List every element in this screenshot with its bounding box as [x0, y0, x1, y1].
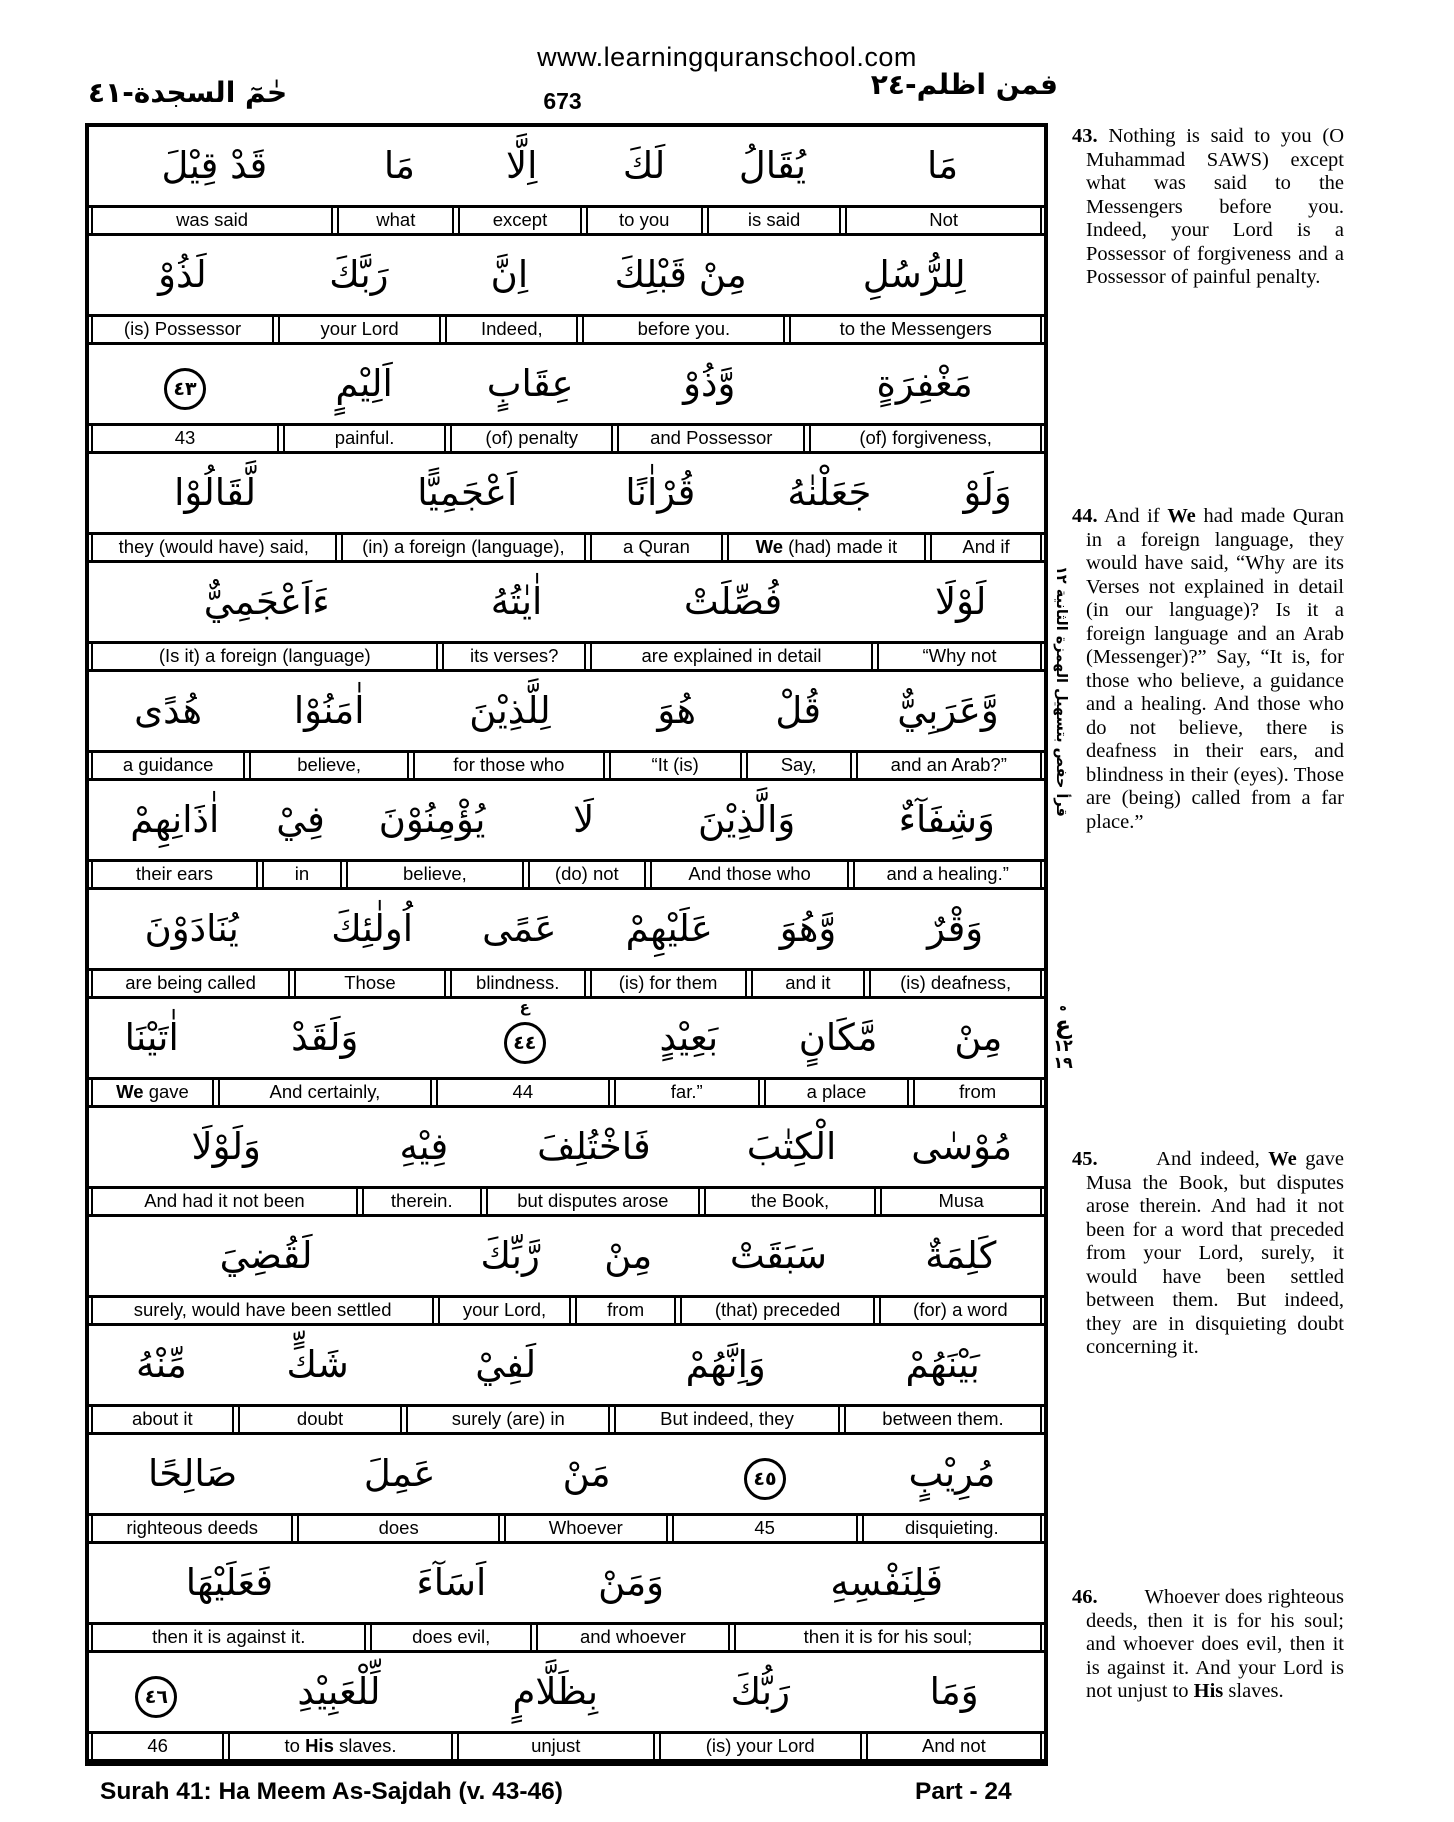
arabic-word: مِنْ — [604, 1234, 653, 1277]
arabic-word: لِلَّذِيْنَ — [469, 689, 551, 732]
verse-translation-46: 46. Whoever does righteous deeds, then it is for his soul; and whoever does evil, then it is against it. And your Lord is not unjust to His slaves. — [1072, 1586, 1344, 1702]
arabic-word: وَّذُوْ — [683, 362, 736, 405]
surah-header-arabic: حٰمٓ السجدة-٤١ — [88, 76, 288, 109]
arabic-word: سَبَقَتْ — [729, 1234, 828, 1277]
sidebar-translations — [1072, 0, 1344, 1822]
translation-cell — [764, 1080, 910, 1105]
translation-cell — [297, 1516, 499, 1541]
arabic-word: قُلْ — [775, 689, 822, 732]
verse-number: ٤٦ — [135, 1676, 177, 1718]
translation-text: are explained in detail — [641, 645, 822, 667]
arabic-word: وَّعَرَبِيٌّ — [897, 689, 999, 732]
translation-text: a guidance — [122, 754, 214, 776]
arabic-word: عِقَابٍ — [486, 362, 574, 405]
translation-cell — [862, 1516, 1042, 1541]
translation-text: (is) deafness, — [900, 972, 1012, 994]
translation-text: in — [294, 863, 310, 885]
verse-translation-43: 43. Nothing is said to you (O Muhammad SAWS) except what was said to the Messengers before you. Indeed, your Lord is a Possessor of forgiveness and a Possessor of painful penalty. — [1072, 125, 1344, 288]
grid-row-arabic — [89, 890, 1044, 968]
translation-cell — [614, 1407, 840, 1432]
arabic-word: مِّنْهُ — [135, 1343, 187, 1386]
grid-row-translation — [89, 314, 1044, 345]
translation-text: does — [378, 1517, 419, 1539]
arabic-word: وَالَّذِيْنَ — [697, 798, 796, 841]
ruku-ain-mark: ع — [519, 998, 530, 1016]
translation-text: 44 — [512, 1081, 534, 1103]
translation-cell — [91, 317, 274, 342]
juz-header-arabic: فمن اظلم-٢٤ — [870, 68, 1058, 101]
arabic-word: فِيْ — [276, 798, 325, 841]
arabic-word: لَّقَالُوْا — [174, 471, 257, 514]
arabic-word: هُدًى — [134, 689, 203, 732]
translation-cell — [436, 1080, 610, 1105]
translation-text: to His slaves. — [284, 1735, 397, 1757]
verse-number-circle — [670, 1435, 860, 1513]
translation-text: for those who — [453, 754, 565, 776]
translation-cell — [751, 971, 866, 996]
translation-text: (of) penalty — [485, 427, 578, 449]
translation-cell — [582, 317, 785, 342]
arabic-word: اٰتَيْنَا — [124, 1016, 179, 1059]
translation-cell — [91, 971, 290, 996]
translation-text: (is) your Lord — [705, 1735, 815, 1757]
translation-cell — [450, 971, 586, 996]
arabic-word: اَعْجَمِيًّا — [417, 471, 518, 514]
grid-row-arabic — [89, 563, 1044, 641]
translation-cell — [809, 426, 1042, 451]
arabic-word: لَا — [573, 798, 595, 841]
arabic-word: مِنْ قَبْلِكَ — [614, 253, 747, 296]
translation-cell — [869, 971, 1042, 996]
arabic-word: لَفِيْ — [475, 1343, 537, 1386]
translation-text: the Book, — [751, 1190, 830, 1212]
translation-cell — [575, 1298, 677, 1323]
translation-text: But indeed, they — [660, 1408, 794, 1430]
verse-number: ٤٣ — [164, 368, 206, 410]
translation-cell — [91, 426, 279, 451]
grid-row-arabic — [89, 454, 1044, 532]
translation-text: and a healing.” — [886, 863, 1009, 885]
translation-cell — [294, 971, 446, 996]
translation-cell — [650, 862, 850, 887]
arabic-word: فَعَلَيْهَا — [185, 1561, 274, 1604]
translation-text: Those — [344, 972, 396, 994]
translation-text: (is) for them — [618, 972, 718, 994]
translation-cell — [913, 1080, 1042, 1105]
translation-text: they (would have) said, — [118, 536, 309, 558]
arabic-word: لَوْلَا — [934, 580, 987, 623]
translation-grid — [85, 123, 1048, 1766]
translation-text: Indeed, — [480, 318, 543, 340]
translation-text: to the Messengers — [839, 318, 992, 340]
verse-number-circle — [435, 999, 614, 1077]
translation-cell — [734, 1625, 1042, 1650]
translation-text: before you. — [637, 318, 731, 340]
arabic-word: مَنْ — [562, 1452, 611, 1495]
translation-text: doubt — [296, 1408, 344, 1430]
arabic-word: فَاخْتُلِفَ — [537, 1125, 651, 1168]
translation-cell — [486, 1189, 700, 1214]
arabic-word: اِلَّا — [506, 144, 538, 187]
translation-text: is said — [747, 209, 801, 231]
translation-cell — [91, 1734, 224, 1759]
translation-cell — [91, 1298, 434, 1323]
translation-text: your Lord, — [462, 1299, 547, 1321]
grid-row-arabic — [89, 672, 1044, 750]
translation-cell — [659, 1734, 862, 1759]
translation-text: 45 — [754, 1517, 775, 1539]
translation-text: believe, — [403, 863, 467, 885]
arabic-word: مَا — [383, 144, 415, 187]
arabic-word: وَشِفَآءٌ — [898, 798, 995, 841]
translation-cell — [228, 1734, 453, 1759]
grid-row-translation — [89, 968, 1044, 999]
translation-text: your Lord — [320, 318, 399, 340]
translation-text: far.” — [670, 1081, 703, 1103]
translation-text: (in) a foreign (language), — [362, 536, 565, 558]
translation-cell — [930, 535, 1042, 560]
arabic-word: عَلَيْهِمْ — [625, 907, 713, 950]
translation-text: except — [492, 209, 548, 231]
translation-cell — [238, 1407, 403, 1432]
translation-cell — [457, 1734, 655, 1759]
grid-row-translation — [89, 750, 1044, 781]
translation-text: believe, — [297, 754, 361, 776]
translation-cell — [614, 1080, 760, 1105]
arabic-word: اٰيٰتُهُ — [490, 580, 543, 623]
translation-text: from — [607, 1299, 645, 1321]
translation-text: Not — [929, 209, 959, 231]
translation-cell — [458, 208, 581, 233]
translation-text: blindness. — [476, 972, 560, 994]
arabic-word: مِنْ — [954, 1016, 1003, 1059]
arabic-word: بِظَلَّامٍ — [512, 1670, 599, 1713]
translation-text: from — [959, 1081, 997, 1103]
translation-cell — [442, 644, 586, 669]
footer-surah-title: Surah 41: Ha Meem As-Sajdah (v. 43-46) — [100, 1778, 563, 1805]
arabic-word: قَدْ قِيْلَ — [161, 144, 268, 187]
translation-text: And had it not been — [144, 1190, 305, 1212]
grid-row-translation — [89, 1295, 1044, 1326]
arabic-word: وَلَوْ — [963, 471, 1012, 514]
translation-cell — [672, 1516, 858, 1541]
grid-row-translation — [89, 532, 1044, 563]
translation-text: what — [376, 209, 416, 231]
translation-text: “It (is) — [651, 754, 699, 776]
translation-cell — [853, 862, 1042, 887]
translation-text: Musa — [938, 1190, 984, 1212]
translation-cell — [91, 1407, 234, 1432]
arabic-word: مُوْسٰى — [911, 1125, 1013, 1168]
translation-text: righteous deeds — [126, 1517, 259, 1539]
translation-text: therein. — [390, 1190, 453, 1212]
translation-text: And certainly, — [269, 1081, 381, 1103]
translation-text: 43 — [174, 427, 196, 449]
translation-cell — [704, 1189, 876, 1214]
translation-text: (is) Possessor — [123, 318, 242, 340]
translation-text: then it is against it. — [152, 1626, 306, 1648]
translation-cell — [844, 1407, 1042, 1432]
grid-row-translation — [89, 1077, 1044, 1108]
arabic-word: بَعِيْدٍ — [659, 1016, 719, 1059]
translation-text: and Possessor — [650, 427, 773, 449]
translation-cell — [91, 1080, 214, 1105]
translation-text: We gave — [116, 1081, 189, 1103]
translation-cell — [218, 1080, 432, 1105]
translation-cell — [262, 862, 342, 887]
translation-text: surely (are) in — [451, 1408, 565, 1430]
arabic-word: فَلِنَفْسِهِ — [830, 1561, 944, 1604]
translation-text: (of) forgiveness, — [859, 427, 992, 449]
grid-row-arabic — [89, 781, 1044, 859]
translation-cell — [91, 862, 258, 887]
grid-row-arabic — [89, 127, 1044, 205]
translation-text: to you — [619, 209, 670, 231]
translation-text: Say, — [780, 754, 817, 776]
grid-row-translation — [89, 1731, 1044, 1762]
arabic-word: قُرْاٰنًا — [625, 471, 696, 514]
arabic-word: اٰذَانِهِمْ — [130, 798, 220, 841]
arabic-word: رَبَّكَ — [329, 253, 389, 296]
translation-text: (Is it) a foreign (language) — [158, 645, 371, 667]
translation-cell — [746, 753, 852, 778]
footer-part-number: Part - 24 — [915, 1778, 1012, 1805]
grid-row-arabic — [89, 1108, 1044, 1186]
arabic-word: رَّبِّكَ — [480, 1234, 540, 1277]
page-number: 673 — [543, 88, 582, 114]
verse-translation-45: 45. And indeed, We gave Musa the Book, but disputes arose therein. And had it not been for a word that preceded from your Lord, surely, it would have been settled between them. But indeed, they are in disquieting doubt concerning it. — [1072, 1148, 1344, 1358]
grid-row-translation — [89, 1404, 1044, 1435]
translation-cell — [504, 1516, 668, 1541]
arabic-word: ءَاَعْجَمِيٌّ — [203, 580, 330, 623]
verse-number-circle — [135, 1669, 177, 1718]
arabic-word: يُنَادَوْنَ — [144, 907, 239, 950]
translation-cell — [590, 535, 723, 560]
translation-text: disquieting. — [905, 1517, 999, 1539]
verse-number: ٤٤ — [504, 1022, 546, 1064]
translation-text: then it is for his soul; — [803, 1626, 973, 1648]
translation-cell — [438, 1298, 571, 1323]
arabic-word: وَاِنَّهُمْ — [685, 1343, 766, 1386]
translation-text: does evil, — [412, 1626, 491, 1648]
grid-row-translation — [89, 641, 1044, 672]
translation-text: and an Arab?” — [890, 754, 1007, 776]
arabic-word: عَمًى — [482, 907, 557, 950]
translation-cell — [283, 426, 446, 451]
ruku-marker — [1046, 1000, 1080, 1071]
translation-cell — [91, 644, 438, 669]
translation-text: painful. — [334, 427, 395, 449]
verse-translation-44: 44. And if We had made Quran in a foreign language, they would have said, “Why are its Verses not explained in detail (in our language)? Is it a foreign language and an Arab (Messenger)?” Say, “It is, for those who believe, a guidance and a healing. And those who do not believe, there is deafness in their ears, and blindness in their (eyes). Those are (being) called from a far place.” — [1072, 505, 1344, 833]
translation-text: 46 — [147, 1735, 168, 1757]
translation-cell — [91, 1625, 366, 1650]
grid-row-translation — [89, 1513, 1044, 1544]
arabic-word: اُولٰئِكَ — [331, 907, 414, 950]
translation-text: but disputes arose — [517, 1190, 669, 1212]
translation-text: (that) preceded — [714, 1299, 841, 1321]
translation-text: And if — [962, 536, 1010, 558]
arabic-word: لِّلْعَبِيْدِ — [297, 1670, 381, 1713]
grid-row-arabic — [89, 1217, 1044, 1295]
translation-text: was said — [176, 209, 249, 231]
grid-row-arabic — [89, 236, 1044, 314]
arabic-word: هُوَ — [657, 689, 697, 732]
verse-number-circle — [89, 1653, 224, 1731]
arabic-word: جَعَلْنٰهُ — [787, 471, 872, 514]
translation-text: between them. — [882, 1408, 1004, 1430]
grid-row-arabic — [89, 1326, 1044, 1404]
translation-cell — [337, 208, 454, 233]
translation-cell — [680, 1298, 874, 1323]
ruku-ha-mark: ه — [1059, 999, 1067, 1013]
translation-text: and whoever — [579, 1626, 686, 1648]
arabic-word: فُصِّلَتْ — [683, 580, 783, 623]
arabic-word: لَقُضِيَ — [219, 1234, 313, 1277]
arabic-word: اِنَّ — [490, 253, 529, 296]
translation-cell — [707, 208, 841, 233]
translation-cell — [617, 426, 805, 451]
translation-text: a Quran — [623, 536, 690, 558]
arabic-word: يُقَالُ — [738, 144, 806, 187]
arabic-word: رَبُّكَ — [730, 1670, 790, 1713]
translation-text: And not — [922, 1735, 986, 1757]
arabic-word: وَّهُوَ — [779, 907, 837, 950]
translation-cell — [370, 1625, 531, 1650]
translation-cell — [590, 971, 747, 996]
arabic-word: وَلَوْلَا — [191, 1125, 261, 1168]
arabic-word: لَذُوْ — [158, 253, 207, 296]
arabic-word: مُرِيْبٍ — [908, 1452, 996, 1495]
translation-cell — [789, 317, 1042, 342]
arabic-word: وَمَا — [929, 1670, 979, 1713]
arabic-word: صَالِحًا — [147, 1452, 238, 1495]
translation-cell — [877, 644, 1042, 669]
translation-cell — [278, 317, 441, 342]
translation-cell — [866, 1734, 1042, 1759]
arabic-word: وَمَنْ — [598, 1561, 665, 1604]
grid-row-translation — [89, 423, 1044, 454]
verse-number-circle — [744, 1451, 786, 1500]
arabic-word: مَّكَانٍ — [798, 1016, 878, 1059]
translation-cell — [91, 208, 333, 233]
arabic-word: لِلرُّسُلِ — [862, 253, 966, 296]
translation-cell — [880, 1189, 1042, 1214]
grid-row-translation — [89, 859, 1044, 890]
translation-cell — [249, 753, 409, 778]
translation-text: surely, would have been settled — [133, 1299, 392, 1321]
grid-row-arabic — [89, 999, 1044, 1077]
translation-text: And those who — [688, 863, 811, 885]
qiraat-margin-note: قرأ حفص بتسهيل الهمزة الثانية ١٢ — [1053, 566, 1069, 817]
arabic-word: كَلِمَةٌ — [925, 1234, 997, 1277]
translation-text: We (had) made it — [755, 536, 898, 558]
translation-cell — [406, 1407, 610, 1432]
grid-row-translation — [89, 205, 1044, 236]
arabic-word: وَقْرٌ — [927, 907, 984, 950]
translation-cell — [528, 862, 646, 887]
arabic-word: لَكَ — [622, 144, 666, 187]
translation-cell — [346, 862, 524, 887]
grid-row-arabic — [89, 1435, 1044, 1513]
translation-text: are being called — [125, 972, 256, 994]
translation-cell — [856, 753, 1042, 778]
verse-number-circle — [89, 345, 281, 423]
verse-number-circle — [504, 998, 546, 1064]
arabic-word: عَمِلَ — [363, 1452, 436, 1495]
arabic-word: اَسَآءَ — [416, 1561, 487, 1604]
arabic-word: شَكٍّ — [286, 1343, 349, 1386]
translation-cell — [590, 644, 873, 669]
translation-text: Whoever — [548, 1517, 623, 1539]
arabic-word: اَلِيْمٍ — [335, 362, 393, 405]
verse-number: ٤٥ — [744, 1458, 786, 1500]
ruku-upper-number: ١٢ — [1053, 1035, 1073, 1055]
translation-text: (for) a word — [913, 1299, 1008, 1321]
translation-cell — [445, 317, 578, 342]
grid-row-translation — [89, 1622, 1044, 1653]
arabic-word: يُؤْمِنُوْنَ — [378, 798, 486, 841]
translation-cell — [586, 208, 703, 233]
translation-cell — [609, 753, 742, 778]
grid-row-translation — [89, 1186, 1044, 1217]
translation-cell — [536, 1625, 730, 1650]
arabic-word: مَغْفِرَةٍ — [876, 362, 973, 405]
translation-cell — [845, 208, 1042, 233]
grid-row-arabic — [89, 345, 1044, 423]
arabic-word: اٰمَنُوْا — [293, 689, 365, 732]
translation-text: and it — [785, 972, 831, 994]
verse-number-circle — [164, 361, 206, 410]
translation-text: unjust — [531, 1735, 581, 1757]
translation-text: a place — [806, 1081, 867, 1103]
arabic-word: بَيْنَهُمْ — [905, 1343, 980, 1386]
translation-cell — [91, 753, 245, 778]
translation-cell — [413, 753, 605, 778]
ruku-lower-number: ١٩ — [1053, 1052, 1073, 1072]
translation-text: about it — [131, 1408, 193, 1430]
translation-text: their ears — [135, 863, 214, 885]
arabic-word: فِيْهِ — [399, 1125, 449, 1168]
translation-cell — [91, 1516, 293, 1541]
site-url: www.learningquranschool.com — [537, 42, 917, 72]
ruku-ain-mark: ع — [1054, 1010, 1072, 1039]
translation-cell — [362, 1189, 482, 1214]
translation-cell — [91, 535, 337, 560]
translation-cell — [91, 1189, 358, 1214]
translation-cell — [727, 535, 926, 560]
translation-text: (do) not — [554, 863, 619, 885]
translation-cell — [450, 426, 613, 451]
grid-row-arabic — [89, 1653, 1044, 1731]
grid-row-arabic — [89, 1544, 1044, 1622]
translation-cell — [879, 1298, 1042, 1323]
translation-text: its verses? — [470, 645, 559, 667]
translation-cell — [341, 535, 587, 560]
arabic-word: وَلَقَدْ — [291, 1016, 359, 1059]
arabic-word: الْكِتٰبَ — [746, 1125, 837, 1168]
translation-text: “Why not — [922, 645, 997, 667]
arabic-word: مَا — [926, 144, 959, 187]
